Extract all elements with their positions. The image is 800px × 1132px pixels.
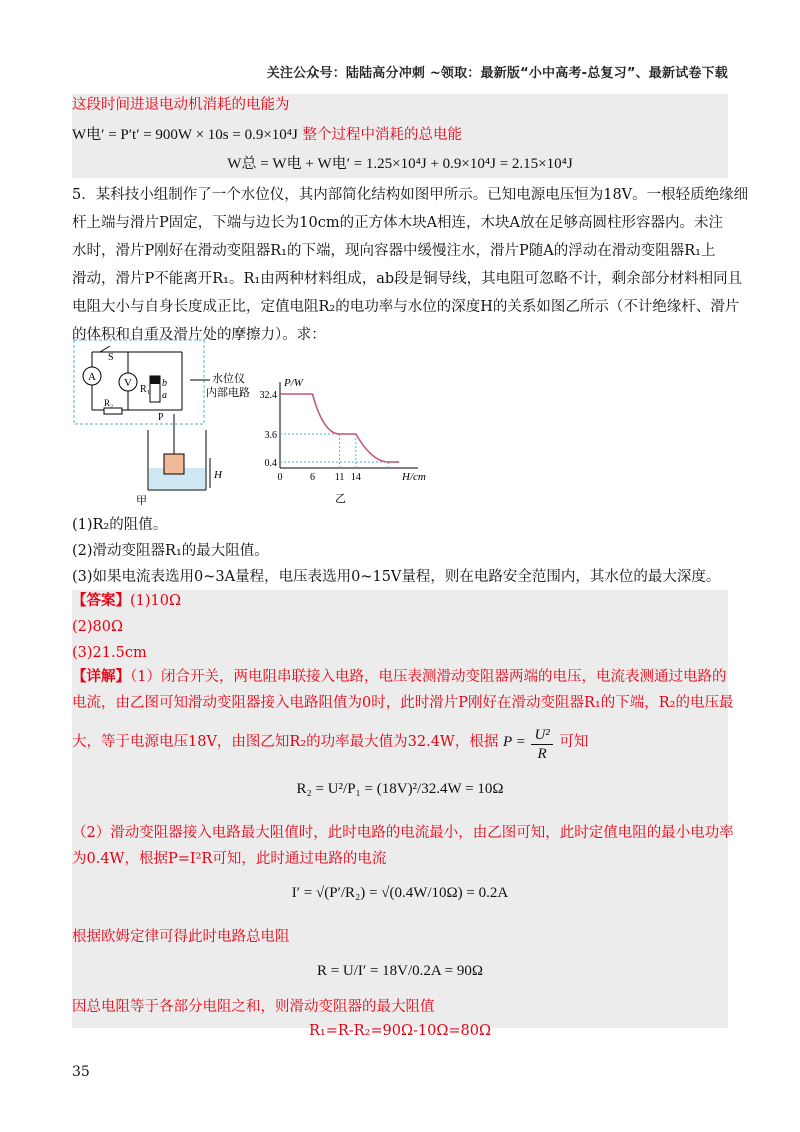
switch-label: S xyxy=(108,352,114,363)
page-number: 35 xyxy=(72,1064,90,1080)
y-axis-label: P/W xyxy=(284,377,303,389)
x-tick-label: 6 xyxy=(310,472,315,483)
question-line-3: 水时，滑片P刚好在滑动变阻器R₁的下端，现向容器中缓慢注水，滑片P随A的浮动在滑动变阻器R₁上 xyxy=(72,243,716,259)
prev-eq-1: W电′ = P′t′ = 900W × 10s = 0.9×10⁴J xyxy=(72,127,298,143)
h-label: H xyxy=(214,469,222,481)
answer-2: (2)80Ω xyxy=(72,619,124,635)
r2-icon xyxy=(104,408,122,414)
ammeter-label: A xyxy=(88,371,96,383)
question-line-5: 电阻大小与自身长度成正比，定值电阻R₂的电功率与水位的深度H的关系如图乙所示（不计绝缘杆、滑片 xyxy=(72,299,740,315)
prev-line-2 xyxy=(72,122,728,148)
detail-line-5: 为0.4W，根据P=I²R可知，此时通过电路的电流 xyxy=(72,851,387,867)
question-line-4: 滑动，滑片P不能离开R₁。R₁由两种材料组成，ab段是铜导线，其电阻可忽略不计，剩余部分材料相同且 xyxy=(72,271,743,287)
detail-line-4: （2）滑动变阻器接入电路最大阻值时，此时电路的电流最小，由乙图可知，此时定值电阻的最小电功率 xyxy=(72,825,734,841)
equation-total-r: R = U/I′ = 18V/0.2A = 90Ω xyxy=(316,963,484,979)
prev-line-3 xyxy=(72,151,728,177)
equation-r2: R₂ = U²/P₁ = (18V)²/32.4W = 10Ω xyxy=(296,781,504,797)
x-tick-label: 0 xyxy=(277,472,283,483)
device-label-1: 水位仪 xyxy=(212,373,245,385)
device-label-2: 内部电路 xyxy=(206,387,250,399)
formula-p-u2-r: P = $\frac{\text{U²}}{R}$ xyxy=(503,734,555,750)
a-label: a xyxy=(162,390,167,401)
wood-block-icon xyxy=(164,454,184,474)
detail-line-6: 根据欧姆定律可得此时电路总电阻 xyxy=(72,929,290,945)
equation-current: I′ = √(P′/R₂) = √(0.4W/10Ω) = 0.2A xyxy=(291,885,509,901)
question-line-2: 杆上端与滑片P固定，下端与边长为10cm的正方体木块A相连，木块A放在足够高圆柱形容器内。未注 xyxy=(72,215,724,231)
x-axis-label: H/cm xyxy=(402,471,426,483)
equation-r1: R₁=R-R₂=90Ω-10Ω=80Ω xyxy=(308,1023,492,1039)
prev-line-2-text: 整个过程中消耗的总电能 xyxy=(302,127,462,143)
p-label: P xyxy=(158,412,164,423)
y-tick-label: 0.4 xyxy=(264,458,277,469)
y-tick-label: 3.6 xyxy=(264,430,277,441)
detail-text-3a: 大，等于电源电压18V，由图乙知R₂的功率最大值为32.4W，根据 xyxy=(72,734,499,750)
x-tick-label: 14 xyxy=(350,472,361,483)
answer-3: (3)21.5cm xyxy=(72,645,147,661)
detail-label: 【详解】 xyxy=(72,668,130,685)
b-label: b xyxy=(162,378,167,389)
figure-caption-jia: 甲 xyxy=(136,495,147,507)
answer-line-1 xyxy=(72,588,728,614)
sub-question-2: (2)滑动变阻器R₁的最大阻值。 xyxy=(72,543,269,559)
sub-question-1: (1)R₂的阻值。 xyxy=(72,517,168,533)
prev-line-1: 这段时间进退电动机消耗的电能为 xyxy=(72,97,290,113)
question-line-6: 的体积和自重及滑片处的摩擦力）。求： xyxy=(72,327,326,343)
x-tick-label: 11 xyxy=(334,472,345,483)
answer-1: (1)10Ω xyxy=(130,593,182,609)
prev-eq-2: W总 = W电 + W电′ = 1.25×10⁴J + 0.9×10⁴J = 2.15×10⁴J xyxy=(227,156,573,172)
sub-question-3: (3)如果电流表选用0~3A量程，电压表选用0~15V量程，则在电路安全范围内，其水位的最大深度。 xyxy=(72,569,721,585)
detail-line-3 xyxy=(72,726,728,763)
detail-text-3b: 可知 xyxy=(559,734,589,750)
power-depth-chart xyxy=(250,368,430,508)
y-tick-label: 32.4 xyxy=(259,390,277,401)
r1-label: R₁ xyxy=(140,384,151,395)
detail-line-1 xyxy=(72,664,728,690)
answer-label: 【答案】 xyxy=(72,592,130,609)
figure-caption-yi: 乙 xyxy=(335,493,346,505)
question-line-1: 5．某科技小组制作了一个水位仪，其内部简化结构如图甲所示。已知电源电压恒为18V。一根轻质绝缘细 xyxy=(72,187,749,203)
page-header: 关注公众号：陆陆高分冲刺 ~领取：最新版“小中高考-总复习”、最新试卷下载 xyxy=(266,66,728,81)
detail-line-7: 因总电阻等于各部分电阻之和，则滑动变阻器的最大阻值 xyxy=(72,999,435,1015)
voltmeter-label: V xyxy=(124,377,132,389)
r2-label: R₂ xyxy=(104,398,114,408)
detail-line-2: 电流，由乙图可知滑动变阻器接入电路阻值为0时，此时滑片P刚好在滑动变阻器R₁的下端，R₂的电压最 xyxy=(72,695,734,711)
circuit-diagram xyxy=(70,338,270,510)
detail-text-1: （1）闭合开关，两电阻串联接入电路，电压表测滑动变阻器两端的电压，电流表测通过电路的 xyxy=(130,669,727,685)
